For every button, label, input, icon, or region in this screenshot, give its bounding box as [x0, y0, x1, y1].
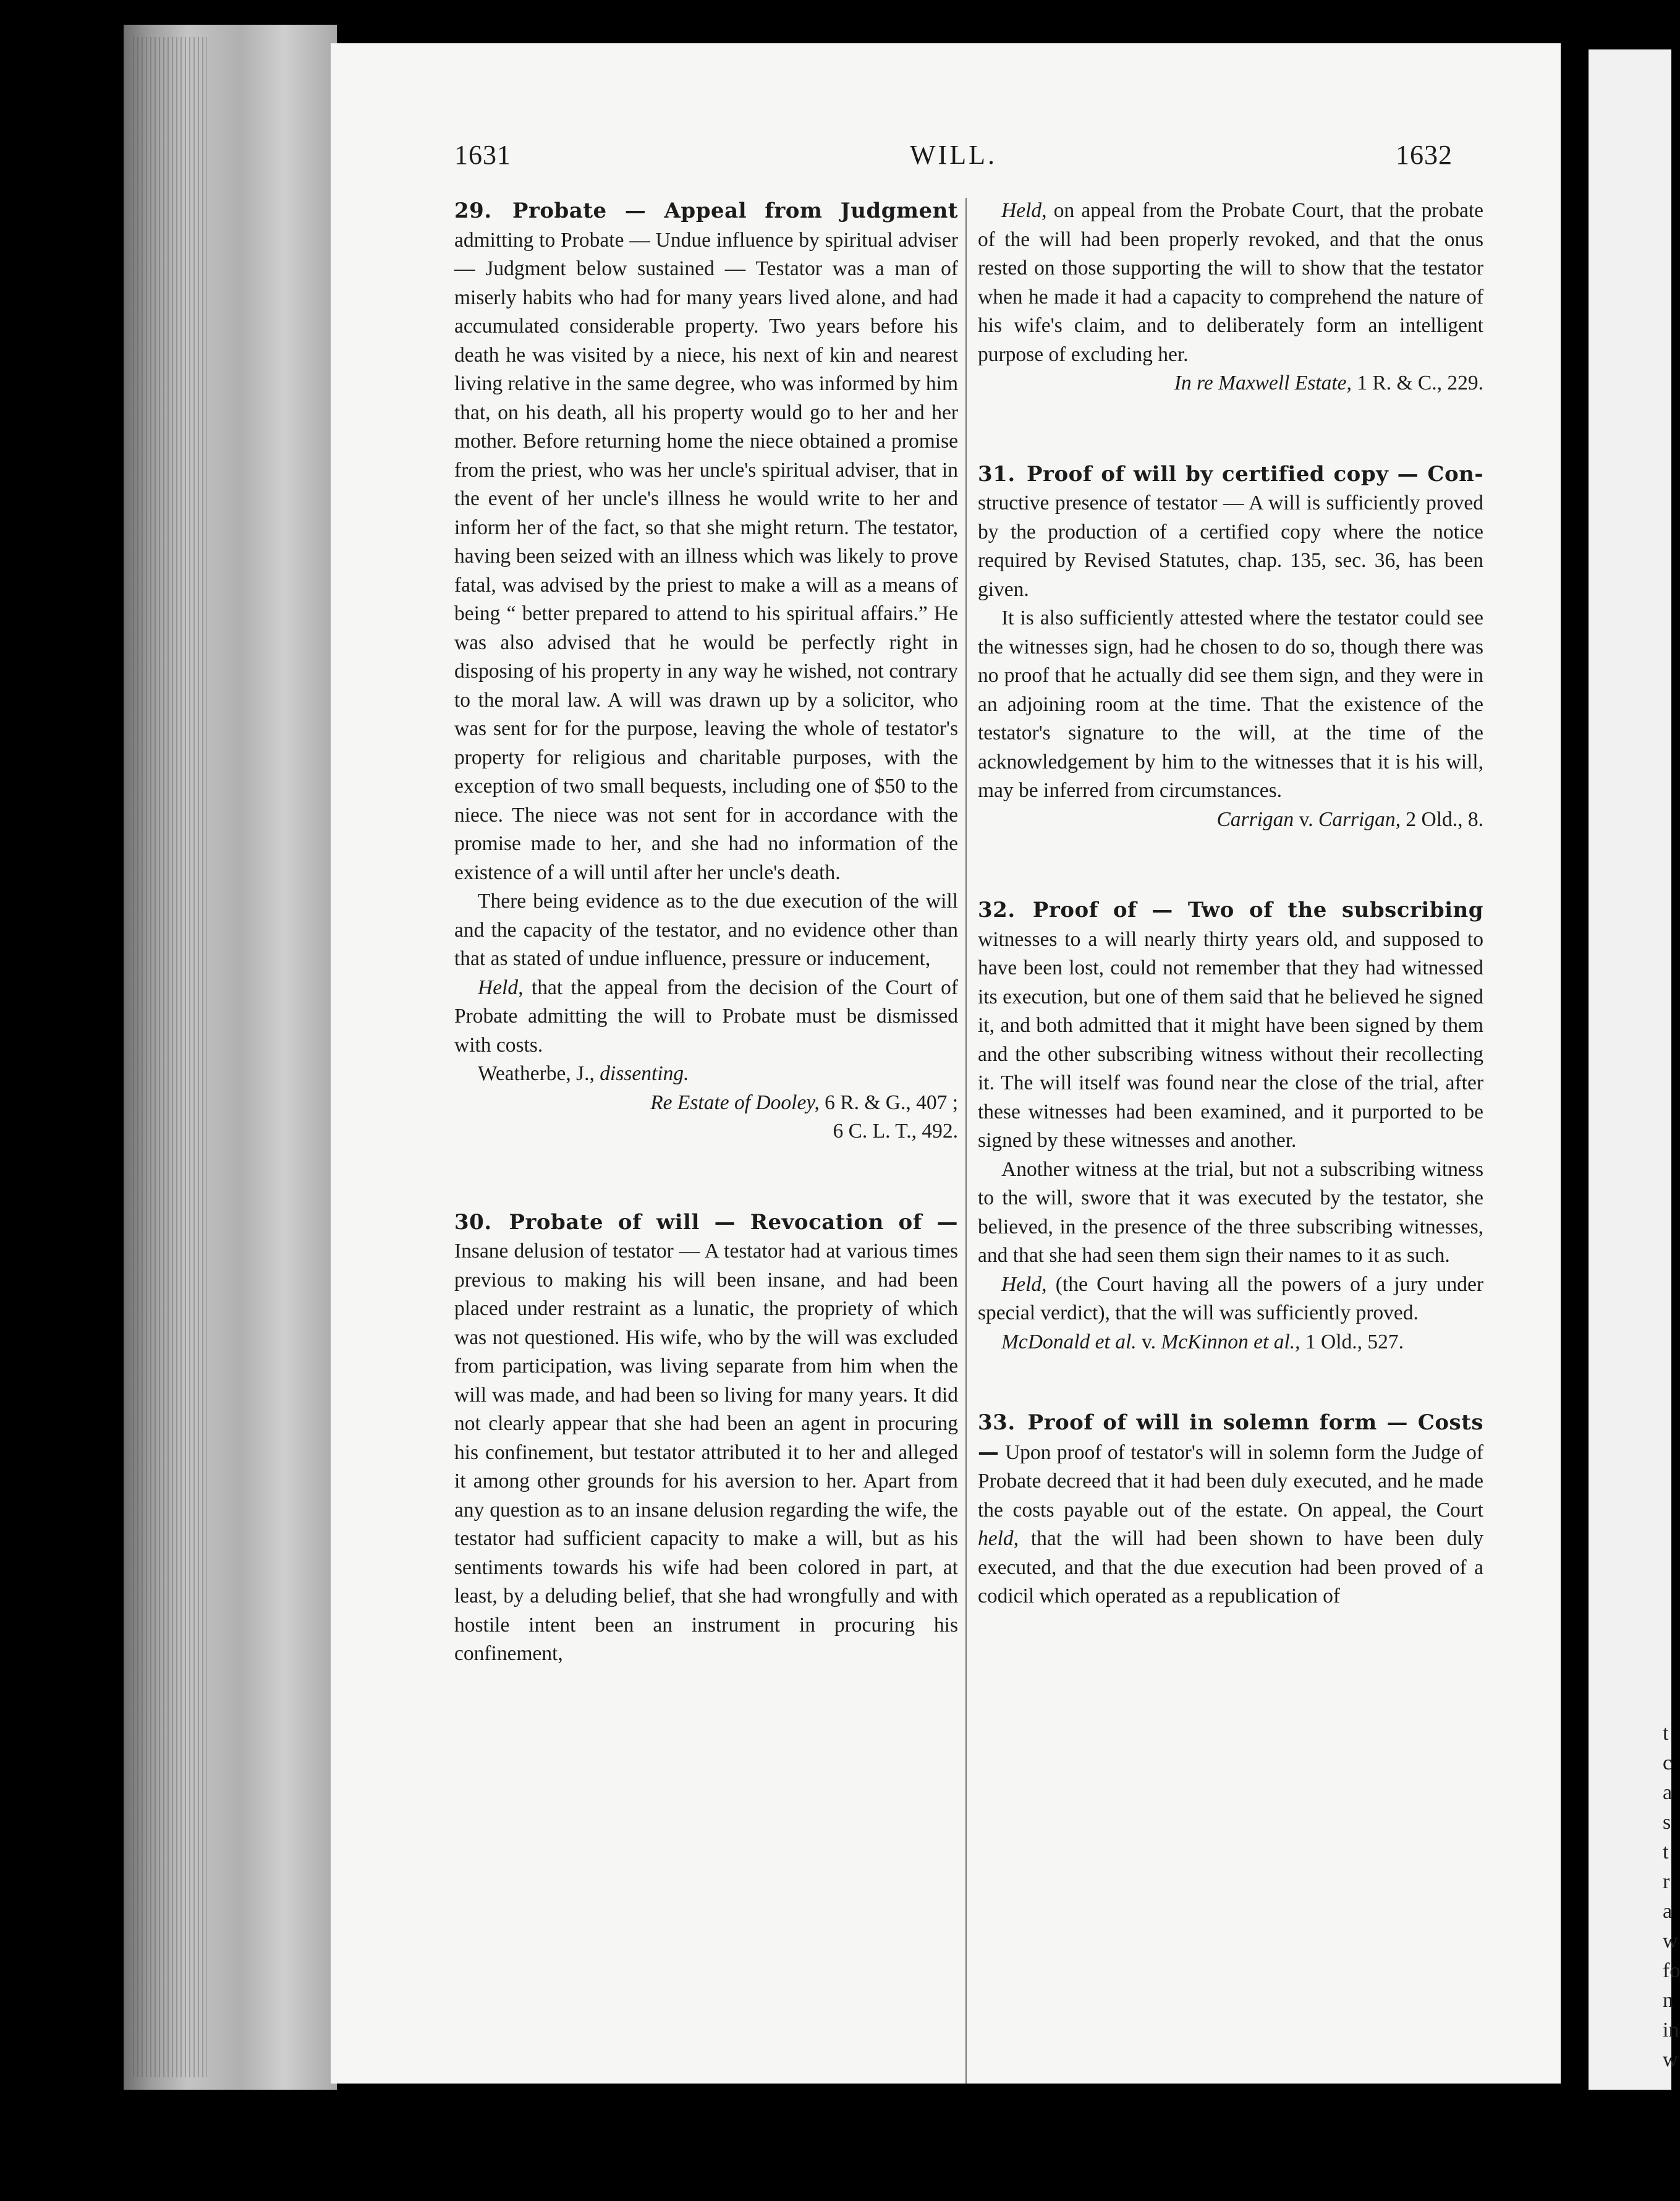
entry-paragraph: There being evidence as to the due execution of the will and the capacity of the testator, and no evidence other than that as stated of undue influence, pressure or inducement, [454, 890, 958, 970]
right-column [978, 197, 1483, 1611]
citation [978, 806, 1483, 835]
next-page-fragment: t [1663, 1722, 1669, 1745]
entry-heading: Probate — Appeal from Judgment [512, 198, 959, 223]
citation-case-a: Carrigan [1216, 807, 1294, 831]
entry-body: admitting to Probate — Undue influence by spiritual adviser — Judgment below sustained — Testator was a man of miserly habits who had for many years lived alone, and had accumulated considerable property. Two years before his death he was visited by a niece, his next of kin and nearest living relative in the same degree, who was informed by him that, on his death, all his property would go to her and her mother. Before returning home the niece obtained a promise from the priest, who was her uncle's spiritual adviser, that in the event of her uncle's illness he would write to her and inform her of the fact, so that she might return. The testator, having been seized with an illness which was likely to prove fatal, was advised by the priest to make a will as a means of being “ better prepared to attend to his spiritual affairs.” He was also advised that he would be perfectly right in disposing of his property in any way he wished, not contrary to the moral law. A will was drawn up by a solicitor, who was sent for for the purpose, leaving the whole of testator's property for religious and charitable purposes, with the exception of two small bequests, including one of $50 to the niece. The niece was not sent for in accordance with the promise made to her, and she had no information of the existence of a will until after her uncle's death. [454, 228, 958, 884]
citation-ref: 1 R. & C., 229. [1357, 372, 1483, 394]
next-page-fragment: n [1663, 1989, 1673, 2012]
entry-body: Insane delusion of testator — A testator had at various times previous to making his will been insane, and had been placed under restraint as a lunatic, the propriety of which was not questioned. His wife, who by the will was excluded from participation, was living separate from him when the will was made, and had been so living for many years. It did not clearly appear that she had been an agent in procuring his confinement, but testator attributed it to her and alleged it among other grounds for his aversion to her. Apart from any question as to an insane delusion regarding the wife, the testator had sufficient capacity to make a will, but as his sentiments towards his wife had been colored in part, at least, by a deluding belief, that she had wrongfully and with hostile intent been an instrument in procuring his confinement, [454, 1240, 958, 1665]
entry-heading: Proof of will by certified copy — Con- [1026, 461, 1483, 487]
citation-v: v. [1142, 1330, 1156, 1353]
column-divider [965, 198, 967, 2084]
dissent-name: Weatherbe, J., [478, 1062, 595, 1085]
entry-body: structive presence of testator — A will is sufficiently proved by the production of a certified copy where the notice required by Revised Statutes, chap. 135, sec. 36, has been given. [978, 492, 1483, 601]
entry-number: 31. [978, 461, 1016, 487]
page-header [454, 139, 1453, 176]
entry-heading: Probate of will — Revocation of — [509, 1209, 959, 1235]
citation [978, 369, 1483, 398]
entry-number: 29. [454, 198, 492, 223]
entry-33 [978, 1408, 1483, 1611]
running-title: WILL. [910, 140, 997, 170]
citation-v: v. [1299, 807, 1313, 831]
next-page-fragment: s [1663, 1811, 1671, 1834]
held-text: that the will had been shown to have been duly executed, and that the due execution had been proved of a codicil which operated as a republication of [978, 1527, 1483, 1607]
next-page-fragment: a [1663, 1781, 1673, 1804]
held-word: Held, [478, 976, 524, 999]
held-word: Held, [1001, 199, 1047, 222]
entry-heading: Proof of will in solemn form — Costs — [978, 1410, 1483, 1465]
next-page-fragment: r [1663, 1870, 1670, 1893]
next-page-fragment: w [1663, 2048, 1678, 2071]
citation [454, 1089, 958, 1118]
entry-30 [454, 1208, 958, 1669]
next-page-fragment: t [1663, 1841, 1669, 1863]
held-text: that the appeal from the decision of the Court of Probate admitting the will to Probate must be dismissed with costs. [454, 976, 958, 1057]
next-page-fragment: fo [1663, 1959, 1680, 1982]
entry-32 [978, 896, 1483, 1356]
entry-body: witnesses to a will nearly thirty years old, and supposed to have been lost, could not remember that they had witnessed its execution, but one of them said that he believed he signed it, and both admitted that it might have been signed by them and the other subscribing witness without their recollecting it. The will itself was found near the close of the trial, after these witnesses had been examined, and it purported to be signed by these witnesses and another. [978, 927, 1483, 1152]
book-edge-lines [133, 37, 207, 2077]
citation-case-a: McDonald et al. [1001, 1330, 1137, 1353]
held-text: (the Court having all the powers of a jury under special verdict), that the will was sufficiently proved. [978, 1272, 1483, 1324]
right-page-number: 1632 [1396, 140, 1453, 170]
entry-paragraph: Another witness at the trial, but not a subscribing witness to the will, swore that it was executed by the testator, she believed, in the presence of the three subscribing witnesses, and that she had seen them sign their names to it as such. [978, 1157, 1483, 1267]
held-text: on appeal from the Probate Court, that the probate of the will had been properly revoked, and that the onus rested on those supporting the will to show that the testator when he made it had a capacity to comprehend the nature of his wife's claim, and to deliberately form an intelligent purpose of excluding her. [978, 199, 1483, 366]
entry-number: 32. [978, 898, 1016, 922]
entry-paragraph: It is also sufficiently attested where the testator could see the witnesses sign, had he chosen to do so, though there was no proof that he actually did see them sign, and they were in an adjoining room at the time. That the existence of the testator's signature to the will, at the time of the acknowledgement by him to the witnesses that it is his will, may be inferred from circumstances. [978, 607, 1483, 802]
left-page-number: 1631 [454, 140, 511, 170]
citation-case: In re Maxwell Estate, [1174, 372, 1352, 394]
citation-case: Re Estate of Dooley, [650, 1091, 820, 1114]
entry-heading: Proof of — Two of the subscribing [1032, 898, 1483, 922]
citation [454, 1117, 958, 1146]
entry-29 [454, 197, 958, 1146]
next-page-fragment: c [1663, 1752, 1673, 1774]
next-page-fragment: in [1663, 2019, 1679, 2041]
entry-number: 33. [978, 1410, 1016, 1435]
citation-ref: 6 R. & G., 407 ; [825, 1091, 958, 1114]
citation [978, 1328, 1483, 1357]
next-page-fragment: w [1663, 1930, 1678, 1952]
entry-body: Upon proof of testator's will in solemn form the Judge of Probate decreed that it had been duly executed, and he made the costs payable out of the estate. On appeal, the Court [978, 1441, 1484, 1522]
entry-number: 30. [454, 1209, 492, 1235]
citation-ref-2: 6 C. L. T., 492. [833, 1120, 958, 1143]
next-page-fragment: a [1663, 1900, 1673, 1923]
held-word: held, [978, 1527, 1019, 1550]
entry-31 [978, 460, 1483, 835]
dissent-word: dissenting. [600, 1062, 689, 1085]
right-flow [978, 197, 1483, 1611]
held-word: Held, [1001, 1272, 1047, 1296]
citation-case-b: McKinnon et al., [1161, 1330, 1300, 1353]
citation-case-b: Carrigan, [1318, 807, 1401, 831]
citation-ref: 1 Old., 527. [1305, 1330, 1404, 1353]
left-column [454, 197, 958, 1669]
entry-30-continued [978, 197, 1483, 398]
next-page-edge [1589, 49, 1680, 2090]
citation-ref: 2 Old., 8. [1406, 807, 1483, 831]
